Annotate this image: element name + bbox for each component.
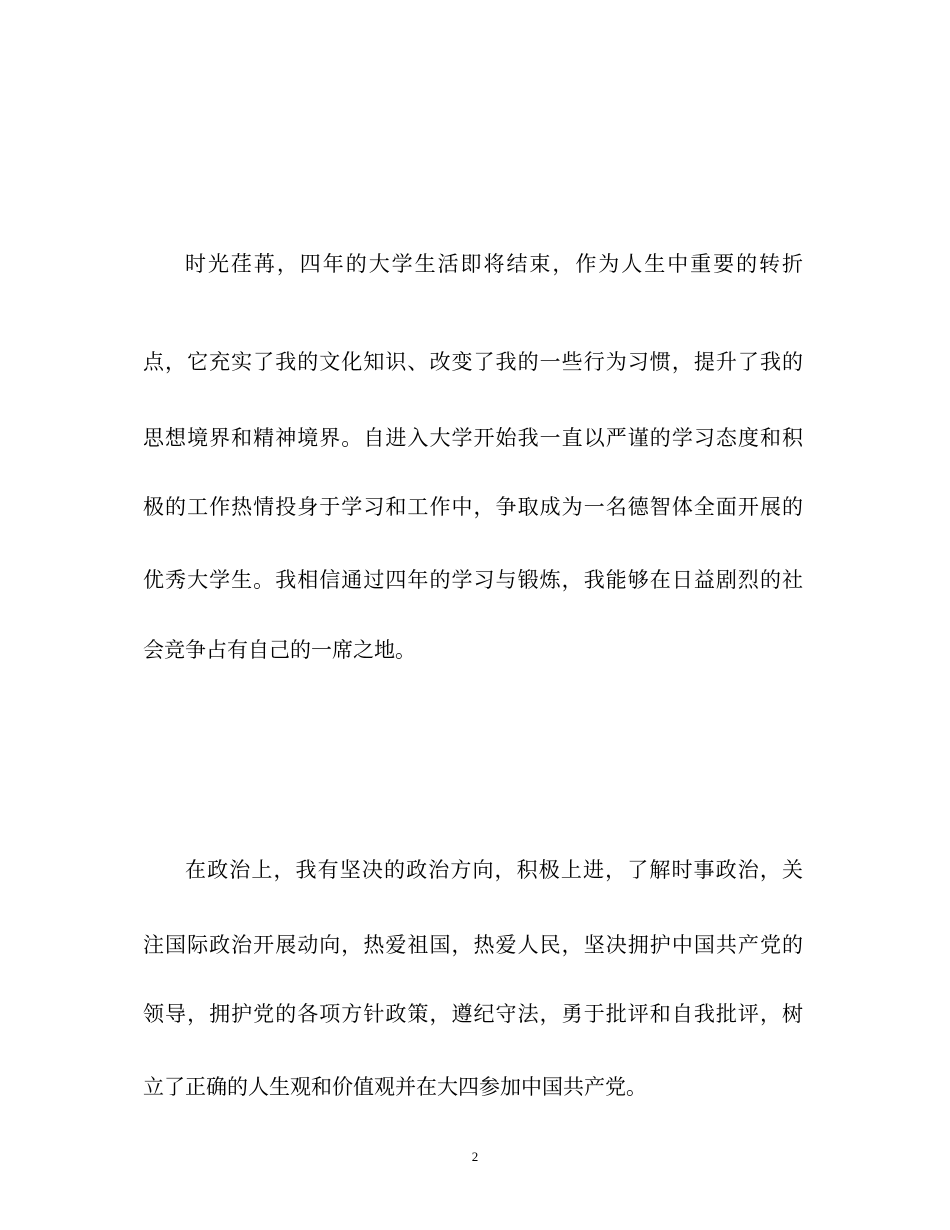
paragraph-line: 点，它充实了我的文化知识、改变了我的一些行为习惯，提升了我的 bbox=[143, 350, 803, 374]
paragraph-line: 立了正确的人生观和价值观并在大四参加中国共产党。 bbox=[143, 1075, 647, 1099]
paragraph-line: 注国际政治开展动向，热爱祖国，热爱人民，坚决拥护中国共产党的 bbox=[143, 933, 803, 957]
paragraph-line: 优秀大学生。我相信通过四年的学习与锻炼，我能够在日益剧烈的社 bbox=[143, 568, 803, 592]
paragraph-line: 时光荏苒，四年的大学生活即将结束，作为人生中重要的转折 bbox=[185, 252, 803, 276]
page-number: 2 bbox=[471, 1149, 479, 1164]
paragraph-line: 领导，拥护党的各项方针政策，遵纪守法，勇于批评和自我批评，树 bbox=[143, 1002, 803, 1026]
paragraph-line: 思想境界和精神境界。自进入大学开始我一直以严谨的学习态度和积 bbox=[143, 426, 803, 450]
paragraph-line: 在政治上，我有坚决的政治方向，积极上进，了解时事政治，关 bbox=[185, 858, 803, 882]
paragraph-line: 极的工作热情投身于学习和工作中，争取成为一名德智体全面开展的 bbox=[143, 495, 803, 519]
paragraph-line: 会竞争占有自己的一席之地。 bbox=[143, 638, 416, 662]
